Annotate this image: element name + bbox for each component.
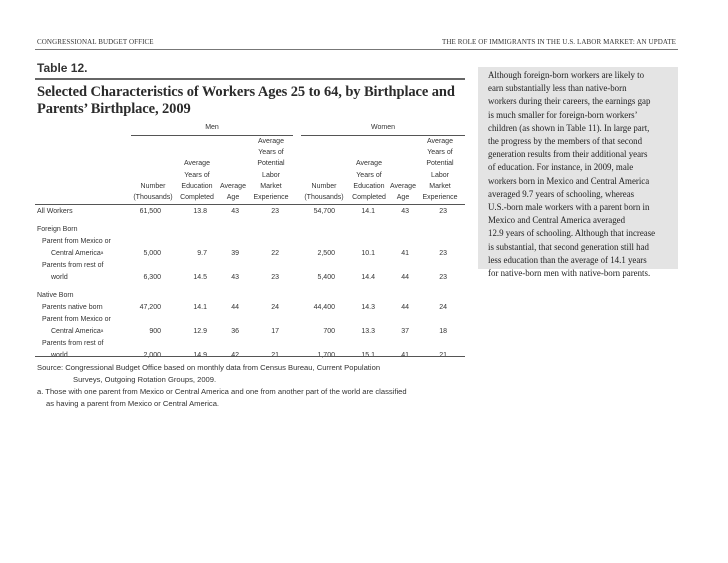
table-label: Table 12.	[37, 61, 88, 75]
table-cell: 5,000	[143, 250, 161, 257]
column-header-line	[220, 147, 246, 158]
table-cell: 42	[231, 352, 239, 359]
column-header-line: Age	[226, 194, 240, 202]
table-cell: 14.3	[361, 304, 375, 311]
column-header-line: Market	[260, 182, 282, 190]
sidebar-line: for native-born men with native-born parents.	[488, 268, 651, 279]
column-header-line	[130, 158, 176, 169]
table-cell: 9.7	[197, 250, 207, 257]
table-cell: 41	[401, 352, 409, 359]
row-label-text: Parents from rest of	[42, 262, 104, 269]
table-cell: 54,700	[313, 208, 335, 215]
column-header-line: (Thousands)	[304, 194, 344, 202]
footnote-a-line-1: a. Those with one parent from Mexico or Central America and one from another part of the world are classified	[37, 387, 407, 396]
table-cell: 13.3	[361, 328, 375, 335]
sidebar-line: is substantial, that second generation still had	[488, 241, 649, 252]
sidebar-line: U.S.-born male workers with a parent born in	[488, 202, 650, 213]
column-header	[299, 136, 349, 203]
table-label-rule	[35, 78, 465, 80]
row-label	[37, 338, 103, 349]
table-cell: 18	[439, 328, 447, 335]
table-cell: 41	[401, 250, 409, 257]
column-header-line: Average	[356, 160, 382, 168]
group-header-men: Men	[205, 124, 219, 131]
table-cell: 13.8	[193, 208, 207, 215]
table-cell: 44	[231, 304, 239, 311]
column-header	[249, 136, 293, 203]
column-header-line: Average	[427, 138, 453, 145]
footnote-a-line-2: as having a parent from Mexico or Central America.	[46, 399, 220, 408]
column-header-line: Labor	[431, 171, 449, 179]
row-label-text: Parents native born	[42, 304, 103, 311]
running-header-left: CONGRESSIONAL BUDGET OFFICE	[37, 38, 154, 46]
sidebar-line: of education. For instance, in 2009, male	[488, 162, 634, 173]
table-cell: 47,200	[139, 304, 161, 311]
row-label	[37, 206, 73, 217]
column-header-line: Education	[353, 182, 385, 190]
table-cell: 2,500	[317, 250, 335, 257]
sidebar-line: children (as shown in Table 11). In large part,	[488, 122, 650, 133]
table-cell: 10.1	[361, 250, 375, 257]
table-cell: 700	[323, 328, 335, 335]
sidebar-line: 12.9 years of schooling. Although that increase	[488, 228, 656, 239]
column-header	[390, 136, 416, 203]
row-label	[37, 260, 103, 271]
column-header-line: Completed	[180, 194, 214, 202]
row-label	[37, 326, 103, 337]
table-cell: 23	[439, 274, 447, 281]
column-header-line	[220, 136, 246, 147]
row-label-text: Central America	[51, 328, 101, 335]
table-title	[37, 84, 477, 118]
sidebar-line: earn substantially less than native-born	[488, 83, 627, 94]
row-label-text: Foreign Born	[37, 226, 78, 233]
row-label-text: Central America	[51, 250, 101, 257]
sidebar-line: Although foreign-born workers are likely to	[488, 70, 645, 80]
row-label	[37, 314, 111, 325]
column-header-line: Experience	[422, 194, 458, 202]
table-cell: 39	[231, 250, 239, 257]
table-cell: 23	[439, 250, 447, 257]
table-cell: 37	[401, 328, 409, 335]
table-cell: 14.5	[193, 274, 207, 281]
sidebar-line: workers born in Mexico and Central America	[488, 175, 650, 186]
row-label	[37, 272, 68, 283]
table-cell: 15.1	[361, 352, 375, 359]
column-header-line: Average	[220, 182, 246, 190]
row-label-text: Parent from Mexico or	[42, 316, 111, 323]
table-cell: 22	[271, 250, 279, 257]
column-header-line	[299, 170, 349, 181]
column-header-line	[220, 170, 246, 181]
table-title-line-1: Selected Characteristics of Workers Ages 25 to 64, by Birthplace and	[37, 84, 455, 100]
group-header-women: Women	[371, 124, 395, 131]
row-label-text: world	[51, 352, 68, 359]
footnote-marker: a	[100, 250, 104, 255]
table-cell: 17	[271, 328, 279, 335]
table-cell: 43	[231, 274, 239, 281]
row-label	[37, 290, 74, 301]
table-cell: 43	[231, 208, 239, 215]
header-rule	[35, 49, 678, 50]
row-label	[37, 236, 111, 247]
column-header-line: Age	[396, 194, 410, 202]
column-header-line	[174, 147, 220, 158]
table-cell: 24	[439, 304, 447, 311]
table-cell: 1,700	[317, 352, 335, 359]
table-cell: 14.1	[193, 304, 207, 311]
table-cell: 23	[271, 208, 279, 215]
source-note-line-1: Source: Congressional Budget Office based on monthly data from Census Bureau, Current Population	[37, 363, 381, 372]
column-header-line: Years of	[427, 149, 453, 157]
table-cell: 21	[271, 352, 279, 359]
column-header-line	[390, 170, 416, 181]
row-label	[37, 302, 103, 313]
sidebar-line: less education than the average of 14.1 years	[488, 254, 647, 265]
column-header-line: Market	[429, 182, 451, 190]
column-header-line: Potential	[257, 160, 285, 168]
column-header-line	[299, 136, 349, 147]
column-header-line	[130, 170, 176, 181]
column-header-line: Years of	[184, 171, 210, 179]
sidebar-line: is much smaller for foreign-born workers’	[488, 109, 638, 120]
column-header-line: Average	[184, 160, 210, 168]
table-title-line-2: Parents’ Birthplace, 2009	[37, 101, 191, 117]
table-cell: 900	[149, 328, 161, 335]
table-cell: 21	[439, 352, 447, 359]
column-header-line: Experience	[253, 194, 289, 202]
table-cell: 23	[439, 208, 447, 215]
column-header-line: Potential	[426, 160, 454, 168]
table-cell: 14.1	[361, 208, 375, 215]
table-cell: 2,000	[143, 352, 161, 359]
table-cell: 14.4	[361, 274, 375, 281]
column-header-line	[174, 136, 220, 147]
column-header	[418, 136, 462, 203]
table-bottom-rule	[35, 356, 465, 357]
row-label	[37, 248, 103, 259]
column-header	[174, 136, 220, 203]
column-header-line: Completed	[352, 194, 386, 202]
sidebar-line: averaged 9.7 years of schooling, whereas	[488, 188, 635, 199]
column-header-line	[346, 136, 392, 147]
table-cell: 44	[401, 274, 409, 281]
column-header	[130, 136, 176, 203]
column-header-line	[346, 147, 392, 158]
table-cell: 36	[231, 328, 239, 335]
sidebar-line: generation results from their additional years	[488, 149, 648, 160]
column-header-line: Average	[258, 138, 284, 145]
table-cell: 12.9	[193, 328, 207, 335]
row-label-text: Parent from Mexico or	[42, 238, 111, 245]
column-header-line: Years of	[258, 149, 284, 157]
source-note-line-2: Surveys, Outgoing Rotation Groups, 2009.	[73, 375, 217, 384]
sidebar-line: Mexico and Central America averaged	[488, 215, 626, 226]
table-cell: 61,500	[139, 208, 161, 215]
table-cell: 24	[271, 304, 279, 311]
table-cell: 44,400	[313, 304, 335, 311]
column-header-line	[299, 147, 349, 158]
table-cell: 44	[401, 304, 409, 311]
column-header-line	[390, 158, 416, 169]
table-cell: 23	[271, 274, 279, 281]
row-label-text: world	[51, 274, 68, 281]
sidebar-line: the progress by the members of that second	[488, 136, 643, 147]
column-header-line: Number	[311, 182, 337, 190]
column-header-line: Average	[390, 182, 416, 190]
table-cell: 6,300	[143, 274, 161, 281]
row-label-text: All Workers	[37, 208, 73, 215]
row-label-text: Parents from rest of	[42, 340, 104, 347]
footnote-marker: a	[100, 328, 104, 333]
column-header-line	[390, 147, 416, 158]
sidebar-text-box	[478, 67, 678, 279]
row-label-text: Native Born	[37, 292, 74, 299]
column-header-line: (Thousands)	[133, 194, 173, 202]
column-header-line: Years of	[356, 171, 382, 179]
column-header-line: Labor	[262, 171, 280, 179]
table-cell: 14.9	[193, 352, 207, 359]
row-label	[37, 224, 77, 235]
table-cell: 43	[401, 208, 409, 215]
column-header-line	[299, 158, 349, 169]
column-header	[346, 136, 392, 203]
column-header-line	[390, 136, 416, 147]
column-header	[220, 136, 246, 203]
column-header-line	[220, 158, 246, 169]
column-header-line: Number	[140, 182, 166, 190]
running-header-right: THE ROLE OF IMMIGRANTS IN THE U.S. LABOR MARKET: AN UPDATE	[442, 38, 676, 46]
column-header-line	[130, 136, 176, 147]
table-cell: 5,400	[317, 274, 335, 281]
column-header-line	[130, 147, 176, 158]
sidebar-line: workers during their careers, the earnings gap	[488, 96, 651, 107]
column-header-line: Education	[181, 182, 213, 190]
column-header-rule	[35, 204, 465, 205]
table-notes	[37, 362, 467, 410]
